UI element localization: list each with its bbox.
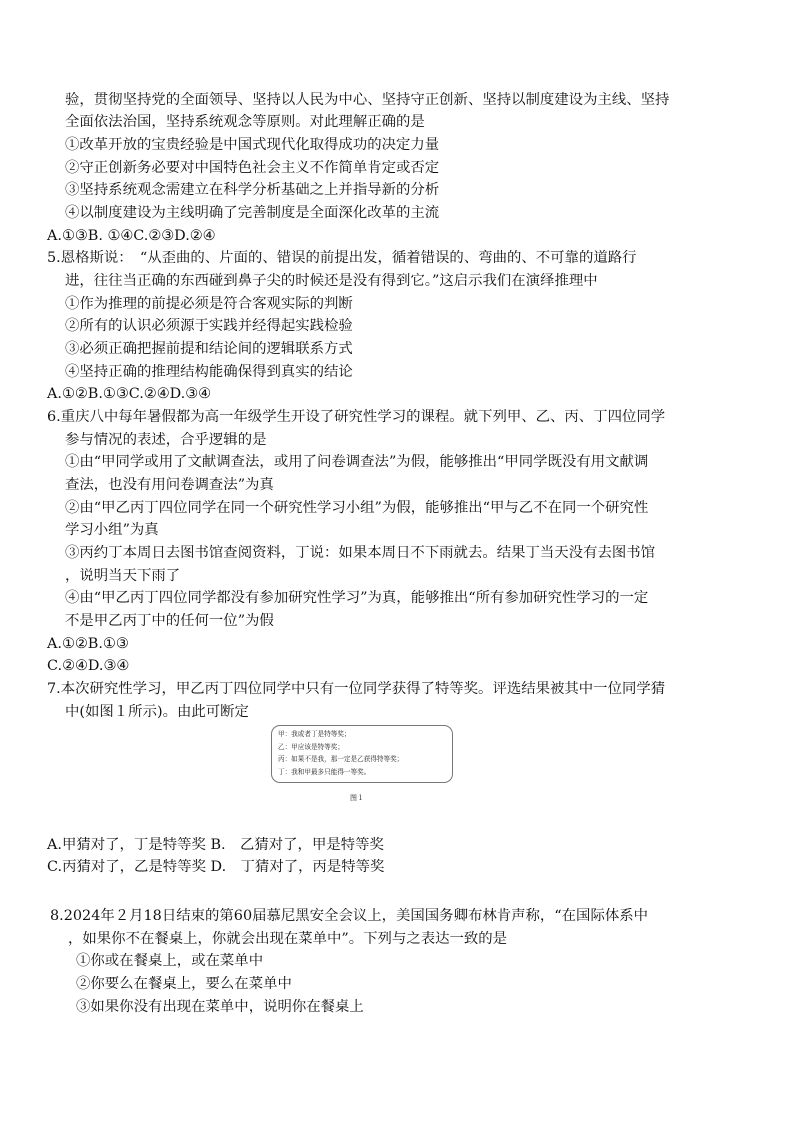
q6-statement-4-a: ④由“甲乙丙丁四位同学都没有参加研究性学习”为真，能够推出“所有参加研究性学习的一定 (65, 590, 649, 606)
figure-statement-ding: 丁：我和甲最多只能得一等奖。 (278, 767, 371, 776)
q6-options-row-1: A.①②B.①③ (47, 636, 129, 652)
q6-statement-2-a: ②由“甲乙丙丁四位同学在同一个研究性学习小组”为假，能够推出“甲与乙不在同一个研究性 (65, 500, 649, 516)
q5-statement-2: ②所有的认识必须源于实践并经得起实践检验 (65, 318, 353, 334)
figure-statement-yi: 乙：甲应该是特等奖； (278, 742, 344, 751)
q6-statement-1-a: ①由“甲同学或用了文献调查法，或用了问卷调查法”为假，能够推出“甲同学既没有用文献调 (65, 454, 649, 470)
figure-1-caption: 图１ (350, 794, 364, 802)
q5-options: A.①②B.①③C.②④D.③④ (47, 386, 211, 402)
q8-statement-2: ②你要么在餐桌上，要么在菜单中 (76, 976, 292, 992)
q6-stem-line-1: 6.重庆八中每年暑假都为高一年级学生开设了研究性学习的课程。就下列甲、乙、丙、丁四位同学 (47, 409, 666, 425)
q7-stem-line-2: 中(如图１所示)。由此可断定 (65, 704, 249, 720)
q5-stem-line-1: 5.恩格斯说： “从歪曲的、片面的、错误的前提出发，循着错误的、弯曲的、不可靠的道路行 (47, 250, 637, 266)
figure-statement-jia: 甲：我或者丁是特等奖； (278, 730, 351, 738)
q5-statement-1: ①作为推理的前提必须是符合客观实际的判断 (65, 296, 353, 312)
q7-options-row-2: C.丙猜对了，乙是特等奖 D. 丁猜对了，丙是特等奖 (47, 859, 385, 875)
q4-options: A.①③B. ①④C.②③D.②④ (47, 228, 216, 244)
q4-stem-line-2: 全面依法治国，坚持系统观念等原则。对此理解正确的是 (65, 114, 425, 130)
q4-statement-1: ①改革开放的宝贵经验是中国式现代化取得成功的决定力量 (65, 137, 440, 153)
q8-stem-line-1: 8.2024年２月18日结束的第60届慕尼黑安全会议上，美国国务卿布林肯声称，“在国际体系中 (50, 908, 649, 924)
q8-stem-line-2: ，如果你不在餐桌上，你就会出现在菜单中”。下列与之表达一致的是 (68, 931, 508, 947)
q4-stem-line-1: 验，贯彻坚持党的全面领导、坚持以人民为中心、坚持守正创新、坚持以制度建设为主线、坚持 (65, 92, 670, 108)
q6-statement-3-b: ，说明当天下雨了 (65, 568, 181, 584)
q6-statement-3-a: ③丙约丁本周日去图书馆查阅资料，丁说：如果本周日不下雨就去。结果丁当天没有去图书馆 (65, 545, 656, 561)
q4-statement-2: ②守正创新务必要对中国特色社会主义不作简单肯定或否定 (65, 160, 440, 176)
q4-statement-3: ③坚持系统观念需建立在科学分析基础之上并指导新的分析 (65, 182, 440, 198)
q5-stem-line-2: 进，往往当正确的东西碰到鼻子尖的时候还是没有得到它。”这启示我们在演绎推理中 (65, 273, 598, 289)
q5-statement-3: ③必须正确把握前提和结论间的逻辑联系方式 (65, 341, 353, 357)
q8-statement-1: ①你或在餐桌上，或在菜单中 (76, 953, 264, 969)
q8-statement-3: ③如果你没有出现在菜单中，说明你在餐桌上 (76, 999, 364, 1015)
q5-statement-4: ④坚持正确的推理结构能确保得到真实的结论 (65, 364, 353, 380)
figure-1-speech-box (271, 725, 453, 783)
q7-options-row-1: A.甲猜对了，丁是特等奖 B. 乙猜对了，甲是特等奖 (47, 837, 384, 853)
figure-statement-bing: 丙：如果不是我，那一定是乙获得特等奖； (278, 755, 404, 763)
q6-options-row-2: C.②④D.③④ (47, 658, 130, 674)
q7-stem-line-1: 7.本次研究性学习，甲乙丙丁四位同学中只有一位同学获得了特等奖。评选结果被其中一位同学猜 (47, 681, 666, 697)
q6-statement-1-b: 查法，也没有用问卷调查法”为真 (65, 477, 274, 493)
q6-statement-2-b: 学习小组”为真 (65, 522, 159, 538)
q6-statement-4-b: 不是甲乙丙丁中的任何一位”为假 (65, 613, 274, 629)
q6-stem-line-2: 参与情况的表述，合乎逻辑的是 (65, 432, 267, 448)
q4-statement-4: ④以制度建设为主线明确了完善制度是全面深化改革的主流 (65, 205, 440, 221)
